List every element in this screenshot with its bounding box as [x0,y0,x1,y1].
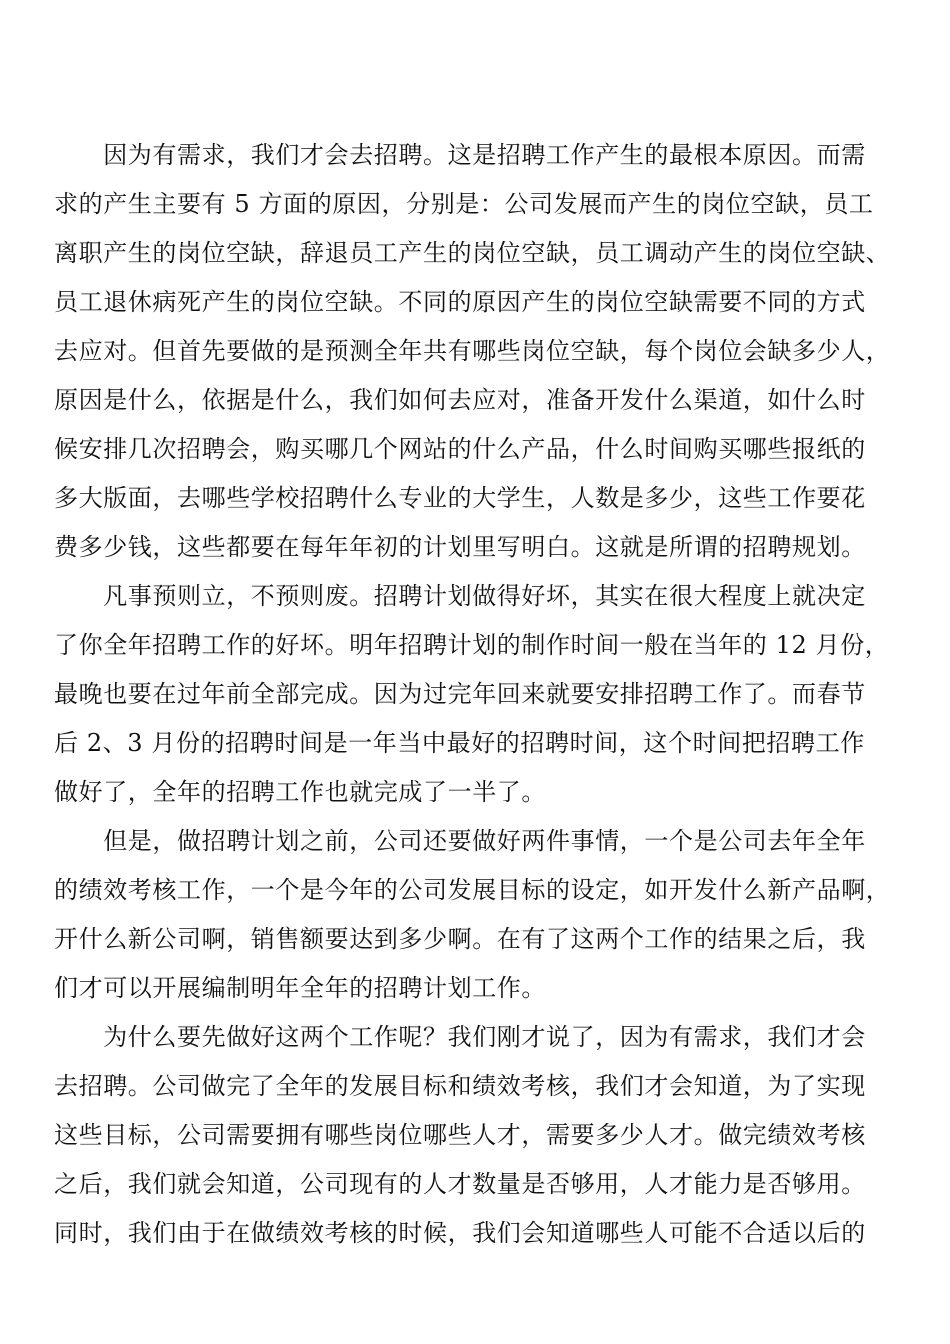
text-line: 原因是什么，依据是什么，我们如何去应对，准备开发什么渠道，如什么时 [54,386,866,414]
text-line: 费多少钱，这些都要在每年年初的计划里写明白。这就是所谓的招聘规划。 [54,533,866,561]
paragraph-2 [54,572,904,817]
text-line: 的绩效考核工作，一个是今年的公司发展目标的设定，如开发什么新产品啊， [54,876,891,904]
text-line: 多大版面，去哪些学校招聘什么专业的大学生，人数是多少，这些工作要花 [54,484,866,512]
text-line: 最晚也要在过年前全部完成。因为过完年回来就要安排招聘工作了。而春节 [54,680,866,708]
text-line: 为什么要先做好这两个工作呢？我们刚才说了，因为有需求，我们才会 [54,1023,866,1051]
text-line: 们才可以开展编制明年全年的招聘计划工作。 [54,974,546,1002]
paragraph-1 [54,131,904,572]
text-line: 了你全年招聘工作的好坏。明年招聘计划的制作时间一般在当年的 12 月份， [54,631,890,659]
text-line: 员工退休病死产生的岗位空缺。不同的原因产生的岗位空缺需要不同的方式 [54,288,866,316]
text-line: 做好了，全年的招聘工作也就完成了一半了。 [54,778,546,806]
text-line: 去应对。但首先要做的是预测全年共有哪些岗位空缺，每个岗位会缺多少人， [54,337,891,365]
text-line: 同时，我们由于在做绩效考核的时候，我们会知道哪些人可能不合适以后的 [54,1219,866,1247]
text-line: 候安排几次招聘会，购买哪几个网站的什么产品，什么时间购买哪些报纸的 [54,435,866,463]
text-line: 因为有需求，我们才会去招聘。这是招聘工作产生的最根本原因。而需 [54,141,866,169]
text-line: 之后，我们就会知道，公司现有的人才数量是否够用，人才能力是否够用。 [54,1170,866,1198]
paragraph-4 [54,1013,904,1258]
text-line: 去招聘。公司做完了全年的发展目标和绩效考核，我们才会知道，为了实现 [54,1072,866,1100]
text-line: 离职产生的岗位空缺，辞退员工产生的岗位空缺，员工调动产生的岗位空缺、 [54,239,891,267]
text-line: 但是，做招聘计划之前，公司还要做好两件事情，一个是公司去年全年 [54,827,866,855]
document-page [54,131,904,1258]
text-line: 求的产生主要有 5 方面的原因，分别是：公司发展而产生的岗位空缺，员工 [54,190,874,218]
text-line: 凡事预则立，不预则废。招聘计划做得好坏，其实在很大程度上就决定 [54,582,866,610]
text-line: 开什么新公司啊，销售额要达到多少啊。在有了这两个工作的结果之后，我 [54,925,866,953]
text-line: 这些目标，公司需要拥有哪些岗位哪些人才，需要多少人才。做完绩效考核 [54,1121,866,1149]
paragraph-3 [54,817,904,1013]
text-line: 后 2、3 月份的招聘时间是一年当中最好的招聘时间，这个时间把招聘工作 [54,729,865,757]
